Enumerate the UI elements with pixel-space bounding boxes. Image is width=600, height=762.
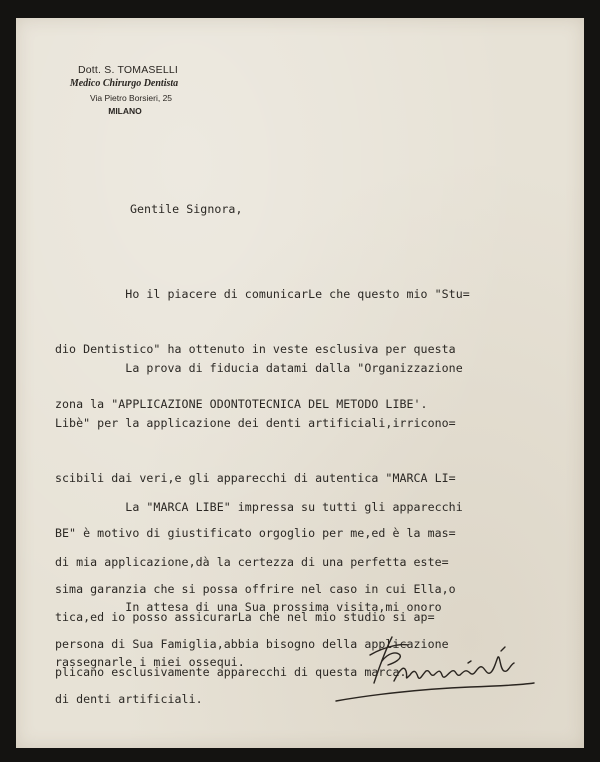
paragraph-line: rassegnarle i miei ossequi. — [55, 655, 245, 670]
paragraph-line: Ho il piacere di comunicarLe che questo mio "Stu= — [55, 286, 470, 301]
letterhead-city: MILANO — [108, 106, 142, 116]
paragraph-line: La "MARCA LIBE" impressa su tutti gli apparecchi — [55, 499, 463, 514]
paragraph-line: BE" è motivo di giustificato orgoglio per me,ed è la mas= — [55, 526, 456, 541]
salutation: Gentile Signora, — [130, 202, 243, 216]
paragraph-line: scibili dai veri,e gli apparecchi di autentica "MARCA LI= — [55, 471, 456, 486]
paragraph-line: zona la "APPLICAZIONE ODONTOTECNICA DEL METODO LIBE'. — [55, 397, 428, 412]
paragraph-line: sima garanzia che si possa offrire nel caso in cui Ella,o — [55, 581, 456, 596]
paragraph-line: persona di Sua Famiglia,abbia bisogno della applicazione — [55, 636, 449, 651]
paragraph-line: tica,ed io posso assicurarLa che nel mio studio si ap= — [55, 610, 435, 625]
paragraph-line: di denti artificiali. — [55, 692, 203, 707]
paragraph-line: dio Dentistico" ha ottenuto in veste esclusiva per questa — [55, 342, 456, 357]
paragraph-line: plicano esclusivamente apparecchi di questa marca. — [55, 665, 407, 680]
paragraph-line: di mia applicazione,dà la certezza di una perfetta este= — [55, 555, 449, 570]
letterhead-name: Dott. S. TOMASELLI — [77, 64, 179, 76]
paragraph-line: In attesa di una Sua prossima visita,mi onoro — [55, 599, 442, 614]
letterhead-title: Medico Chirurgo Dentista — [69, 78, 179, 89]
paragraph-line: Libè" per la applicazione dei denti artificiali,irricono= — [55, 416, 456, 431]
paragraph-line: La prova di fiducia datami dalla "Organizzazione — [55, 360, 463, 375]
letterhead — [44, 64, 194, 116]
letterhead-address: Via Pietro Borsieri, 25 — [89, 93, 173, 103]
handwritten-signature — [330, 625, 540, 710]
